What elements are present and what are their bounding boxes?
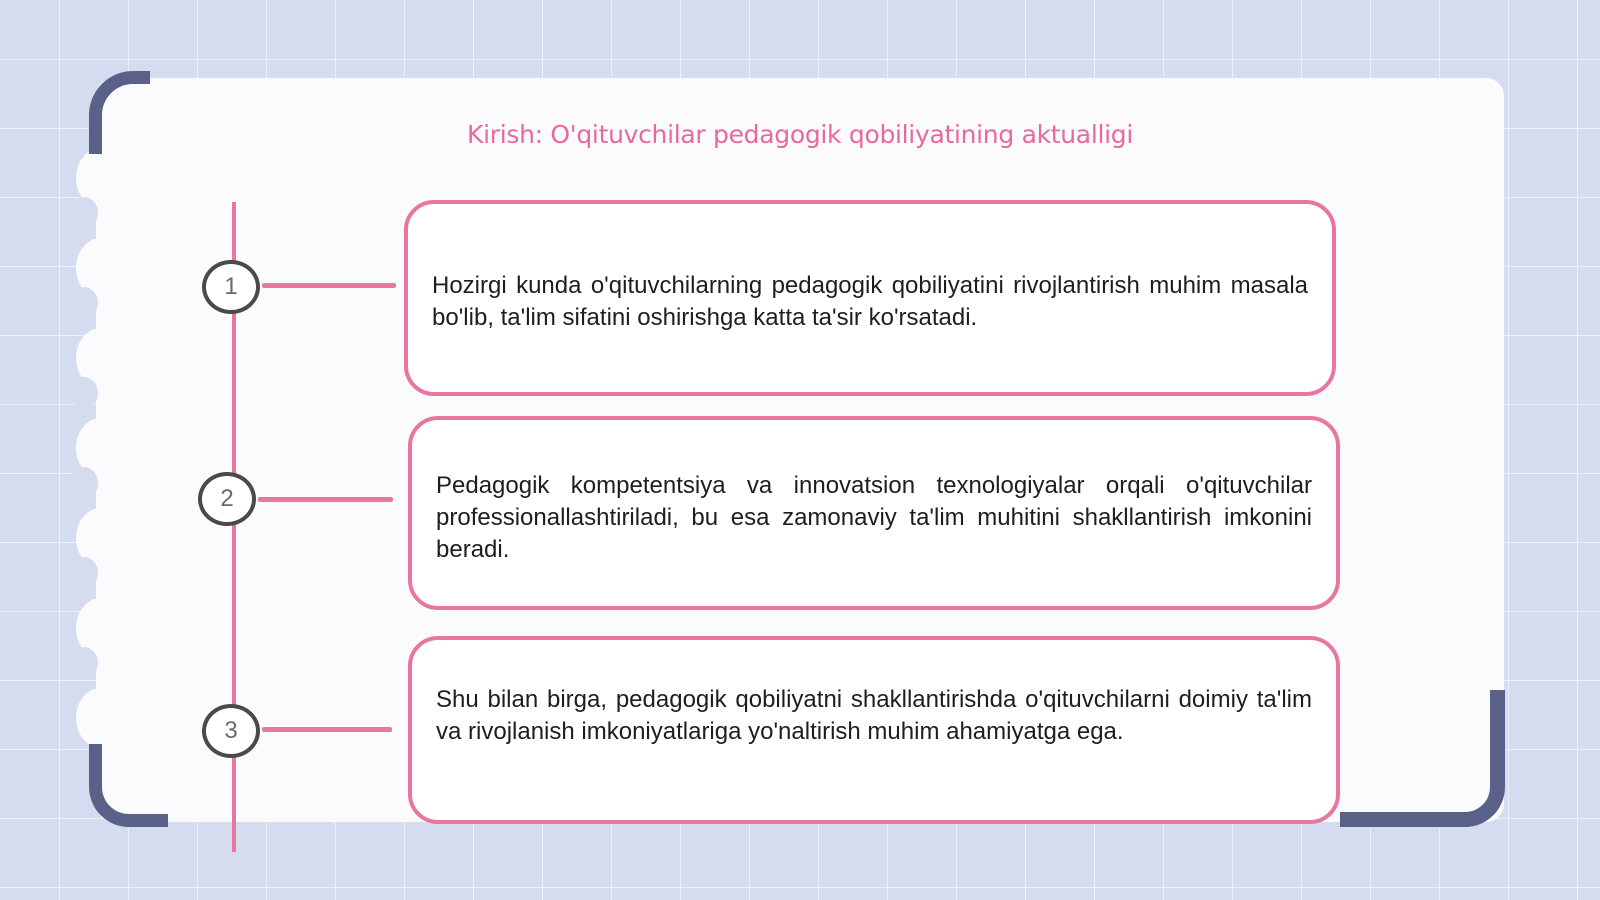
corner-bracket-bottom-left [89,744,168,827]
content-card-1 [404,200,1336,396]
content-card-3 [408,636,1340,824]
scallop-bump [76,688,126,748]
step-number-3: 3 [202,704,260,758]
content-card-2 [408,416,1340,610]
timeline-connector-3 [262,727,392,732]
scallop-notch [70,647,98,679]
card-text-2: Pedagogik kompetentsiya va innovatsion texnologiyalar orqali o'qituvchilar professionallashtiriladi, bu esa zamonaviy ta'lim muhitini shakllantirish imkonini beradi. [436,472,1312,563]
slide-title: Kirish: O'qituvchilar pedagogik qobiliyatining aktualligi [467,120,1133,149]
card-text-3: Shu bilan birga, pedagogik qobiliyatni shakllantirishda o'qituvchilarni doimiy ta'lim va rivojlanish imkoniyatlariga yo'naltirish muhim ahamiyatga ega. [436,686,1312,745]
timeline-connector-2 [258,497,393,502]
step-number-2: 2 [198,472,256,526]
scallop-notch [70,197,98,229]
card-text-1: Hozirgi kunda o'qituvchilarning pedagogik qobiliyatini rivojlantirish muhim masala bo'lib, ta'lim sifatini oshirishga katta ta'sir ko'rsatadi. [432,272,1308,331]
scallop-notch [70,557,98,589]
scallop-notch [70,377,98,409]
corner-bracket-bottom-right [1340,690,1505,827]
scallop-notch [70,287,98,319]
timeline-connector-1 [262,283,396,288]
step-number-1: 1 [202,260,260,314]
scallop-notch [70,467,98,499]
